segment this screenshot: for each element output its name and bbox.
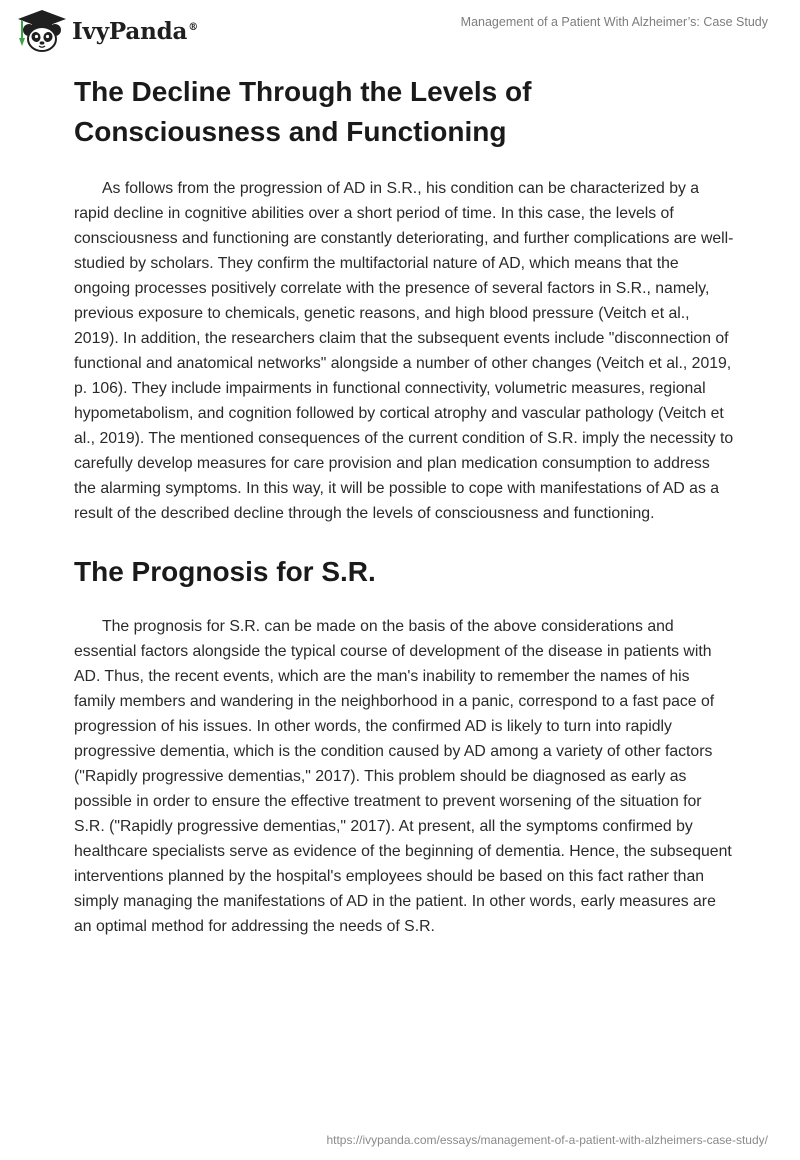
source-url[interactable]: https://ivypanda.com/essays/management-of-a-patient-with-alzheimers-case-study/ xyxy=(326,1133,768,1147)
section-heading-prognosis: The Prognosis for S.R. xyxy=(74,556,376,587)
document-title: Management of a Patient With Alzheimer’s: Case Study xyxy=(460,15,768,29)
section-heading-decline: The Decline Through the Levels of Consciousness and Functioning xyxy=(74,76,532,147)
section-paragraph-prognosis: The prognosis for S.R. can be made on the basis of the above considerations and essential factors alongside the typical course of development of the disease in patients with AD. Thus, the recent events, which are the man's inability to remember the names of his family members and wandering in the neighborhood in a panic, correspond to a fast pace of progression of his issues. In other words, the confirmed AD is likely to turn into rapidly progressive dementia, which is the condition caused by AD among a variety of other factors ("Rapidly progressive dementias," 2017). This problem should be diagnosed as early as possible in order to ensure the effective treatment to prevent worsening of the situation for S.R. ("Rapidly progressive dementias," 2017). At present, all the symptoms confirmed by healthcare specialists serve as evidence of the beginning of dementia. Hence, the subsequent interventions planned by the hospital's employees should be based on this fact rather than simply managing the manifestations of AD in the patient. In other words, early measures are an optimal method for addressing the needs of S.R. xyxy=(74,618,732,935)
page-header xyxy=(0,0,800,64)
brand-name: IvyPanda® xyxy=(72,17,198,45)
registered-mark: ® xyxy=(188,21,198,33)
ivypanda-logo[interactable] xyxy=(14,8,198,54)
panda-graduation-cap-icon xyxy=(14,8,70,54)
essay-content xyxy=(74,72,734,939)
section-paragraph-decline: As follows from the progression of AD in S.R., his condition can be characterized by a rapid decline in cognitive abilities over a short period of time. In this case, the levels of consciousness and functioning are constantly deteriorating, and further complications are well-studied by scholars. They confirm the multifactorial nature of AD, which means that the ongoing processes positively correlate with the presence of several factors in S.R., namely, previous exposure to chemicals, genetic reasons, and high blood pressure (Veitch et al., 2019). In addition, the researchers claim that the subsequent events include "disconnection of functional and anatomical networks" alongside a number of other changes (Veitch et al., 2019, p. 106). They include impairments in functional connectivity, volumetric measures, regional hypometabolism, and cognition followed by cortical atrophy and vascular pathology (Veitch et al., 2019). The mentioned consequences of the current condition of S.R. imply the necessity to carefully develop measures for care provision and plan medication consumption to address the alarming symptoms. In this way, it will be possible to cope with manifestations of AD as a result of the described decline through the levels of consciousness and functioning. xyxy=(74,180,734,522)
